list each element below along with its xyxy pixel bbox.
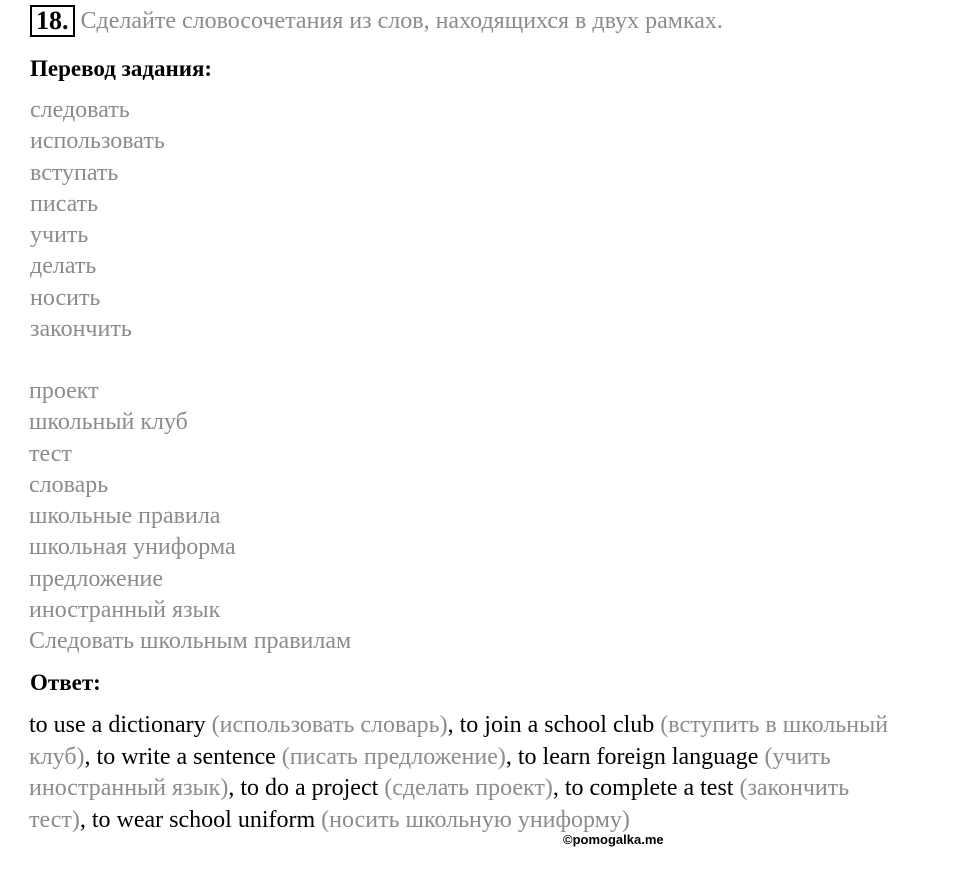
noun-item: проект (29, 378, 99, 404)
task-header (30, 5, 723, 37)
verb-item: вступать (30, 159, 119, 186)
answer-phrase-ru: (сделать проект) (384, 775, 553, 801)
verb-item: следовать (30, 97, 130, 123)
answer-phrase-en: to use a dictionary (29, 712, 206, 738)
nouns-list (29, 376, 351, 658)
answer-phrase-ru: (закончить тест) (29, 775, 850, 833)
task-instruction: Сделайте словосочетания из слов, находящихся в двух рамках. (80, 7, 723, 34)
noun-item: Следовать школьным правилам (29, 628, 352, 655)
noun-item: школьная униформа (29, 534, 236, 561)
answer-separator: , (79, 806, 92, 833)
noun-item: иностранный язык (29, 597, 221, 624)
noun-item: словарь (29, 471, 109, 498)
answer-phrase-ru: (использовать словарь) (211, 712, 448, 738)
answer-phrase-ru: (носить школьную униформу) (321, 806, 630, 833)
verb-item: писать (30, 190, 99, 217)
noun-item: предложение (29, 565, 164, 592)
noun-item: школьный клуб (29, 409, 188, 436)
answer-separator: , (447, 712, 460, 738)
verb-item: делать (30, 253, 97, 280)
answer-heading: Ответ: (30, 670, 101, 695)
verb-item: закончить (30, 316, 132, 343)
answer-phrase-en: to complete a test (564, 775, 734, 801)
noun-item: школьные правила (29, 503, 221, 530)
verbs-list (30, 95, 165, 345)
answer-phrase-en: to wear school uniform (91, 806, 316, 833)
answer-separator: , (552, 775, 565, 801)
answer-text (29, 710, 909, 836)
noun-item: тест (29, 440, 72, 467)
task-number: 18. (30, 5, 75, 37)
answer-separator: , (505, 743, 518, 770)
answer-phrase-en: to join a school club (459, 712, 655, 738)
translation-heading: Перевод задания: (30, 56, 213, 81)
answer-phrase-en: to learn foreign language (517, 743, 759, 770)
answer-phrase-ru: (учить иностранный язык) (29, 743, 831, 801)
verb-item: учить (30, 222, 89, 249)
verb-item: носить (30, 284, 101, 311)
answer-phrase-en: to do a project (240, 775, 379, 801)
answer-separator: , (84, 743, 97, 770)
answer-separator: , (228, 775, 241, 801)
answer-phrase-ru: (вступить в школьный клуб) (29, 712, 889, 770)
answer-phrase-ru: (писать предложение) (281, 743, 506, 770)
answer-phrase-en: to write a sentence (96, 743, 276, 770)
verb-item: использовать (30, 128, 165, 155)
watermark: ©pomogalka.me (563, 832, 664, 847)
